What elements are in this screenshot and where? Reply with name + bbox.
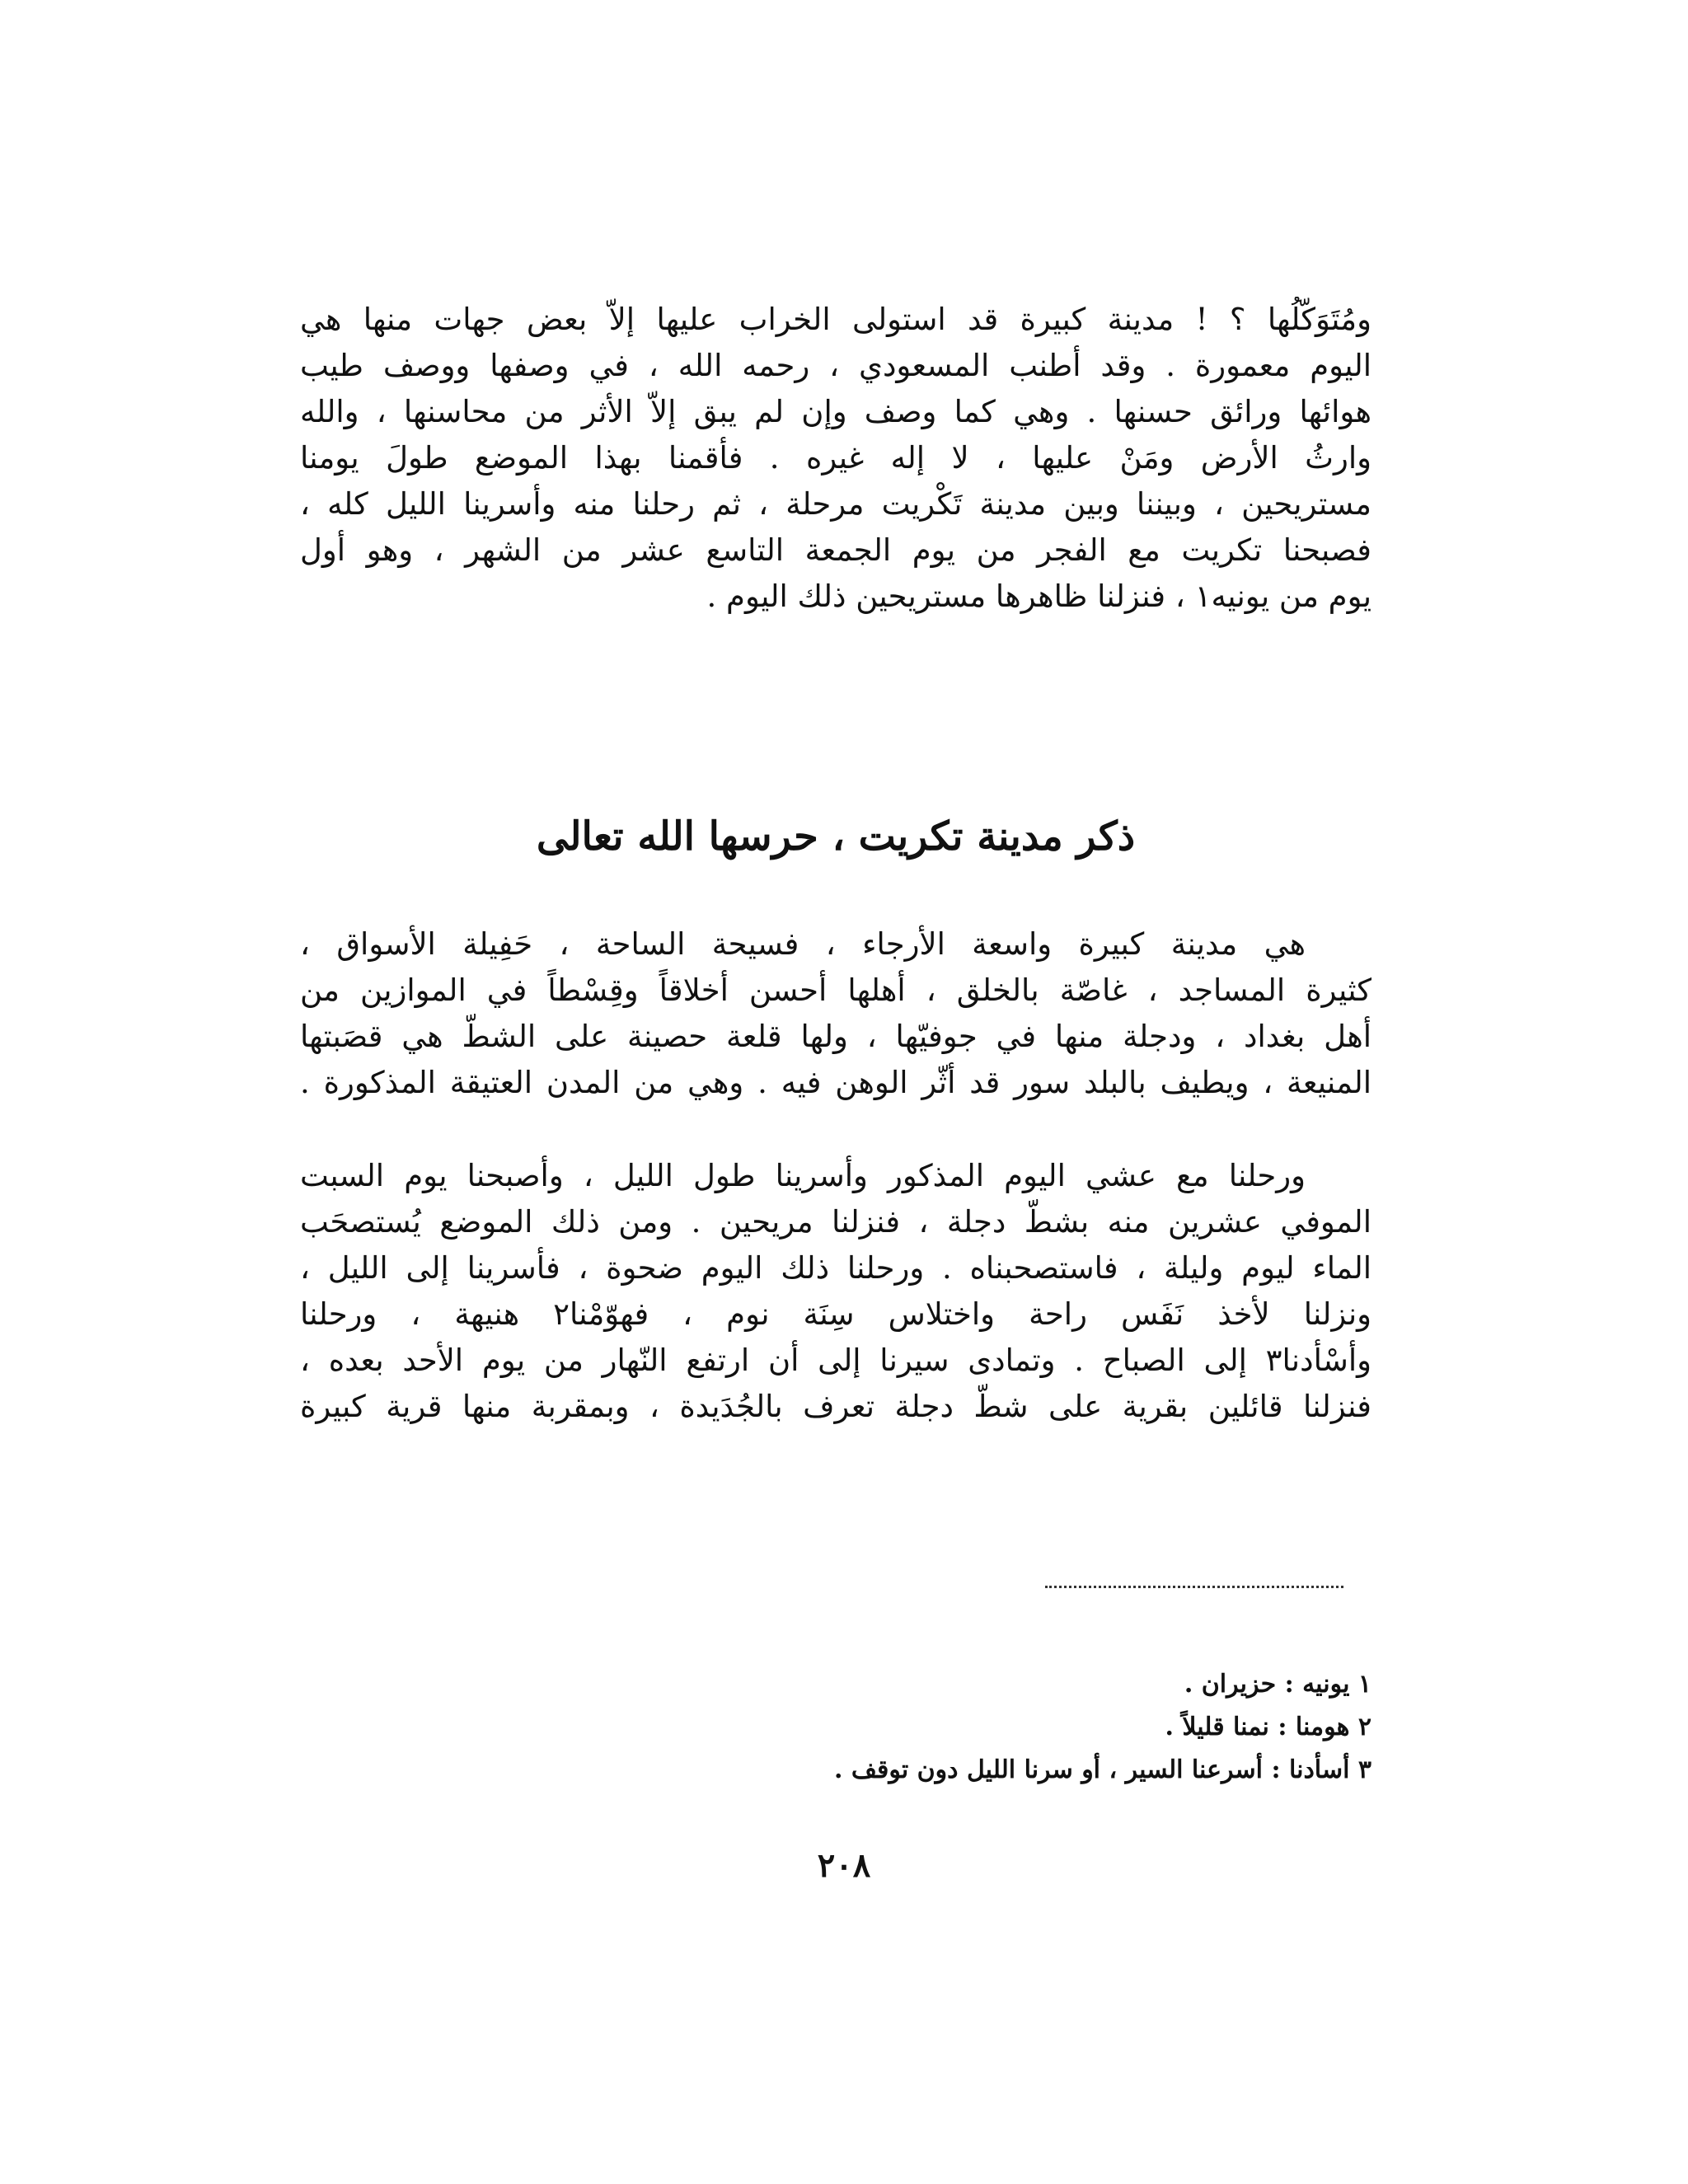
text-line: الموفي عشرين منه بشطّ دجلة ، فنزلنا مريحين . ومن ذلك الموضع يُستصحَب	[300, 1204, 1372, 1240]
text-line: المنيعة ، ويطيف بالبلد سور قد أثّر الوهن فيه . وهي من المدن العتيقة المذكورة .	[300, 1065, 1372, 1100]
footnote-separator	[1045, 1586, 1343, 1588]
paragraph-2	[300, 921, 1372, 1106]
text-line: ونزلنا لأخذ نَفَس راحة واختلاس سِنَة نوم ، فهوّمْنا٢ هنيهة ، ورحلنا	[300, 1296, 1372, 1332]
paragraph-1	[300, 297, 1372, 620]
text-line: أهل بغداد ، ودجلة منها في جوفيّها ، ولها قلعة حصينة على الشطّ هي قصَبتها	[300, 1019, 1372, 1054]
text-line: كثيرة المساجد ، غاصّة بالخلق ، أهلها أحسن أخلاقاً وقِسْطاً في الموازين من	[300, 972, 1372, 1008]
text-line: وارثُ الأرض ومَنْ عليها ، لا إله غيره . فأقمنا بهذا الموضع طولَ يومنا	[300, 440, 1372, 476]
section-heading: ذكر مدينة تكريت ، حرسها الله تعالى	[536, 813, 1136, 860]
footnote: ٢ هومنا : نمنا قليلاً .	[1165, 1713, 1372, 1741]
text-line: مستريحين ، وبيننا وبين مدينة تَكْريت مرحلة ، ثم رحلنا منه وأسرينا الليل كله ،	[300, 486, 1372, 522]
text-line: وأسْأدنا٣ إلى الصباح . وتمادى سيرنا إلى أن ارتفع النّهار من يوم الأحد بعده ،	[300, 1343, 1372, 1378]
text-line: فصبحنا تكريت مع الفجر من يوم الجمعة التاسع عشر من الشهر ، وهو أول	[300, 532, 1372, 568]
page-number: ٢٠٨	[817, 1846, 871, 1885]
text-line: ومُتَوَكّلُها ؟ ! مدينة كبيرة قد استولى الخراب عليها إلاّ بعض جهات منها هي	[300, 302, 1372, 337]
footnote: ١ يونيه : حزيران .	[1184, 1670, 1372, 1699]
text-line: الماء ليوم وليلة ، فاستصحبناه . ورحلنا ذلك اليوم ضحوة ، فأسرينا إلى الليل ،	[300, 1250, 1372, 1286]
footnotes	[712, 1663, 1372, 1792]
text-line: فنزلنا قائلين بقرية على شطّ دجلة تعرف بالجُدَيدة ، وبمقربة منها قرية كبيرة	[300, 1389, 1372, 1424]
text-line: هي مدينة كبيرة واسعة الأرجاء ، فسيحة الساحة ، حَفِيلة الأسواق ،	[300, 926, 1306, 962]
text-line: ورحلنا مع عشي اليوم المذكور وأسرينا طول الليل ، وأصبحنا يوم السبت	[300, 1158, 1306, 1193]
footnote: ٣ أسأدنا : أسرعنا السير ، أو سرنا الليل دون توقف .	[834, 1755, 1372, 1784]
text-line: اليوم معمورة . وقد أطنب المسعودي ، رحمه الله ، في وصفها ووصف طيب	[300, 348, 1372, 383]
text-line: هوائها ورائق حسنها . وهي كما وصف وإن لم يبق إلاّ الأثر من محاسنها ، والله	[300, 394, 1372, 429]
paragraph-3	[300, 1153, 1372, 1430]
text-line: يوم من يونيه١ ، فنزلنا ظاهرها مستريحين ذلك اليوم .	[706, 579, 1372, 614]
